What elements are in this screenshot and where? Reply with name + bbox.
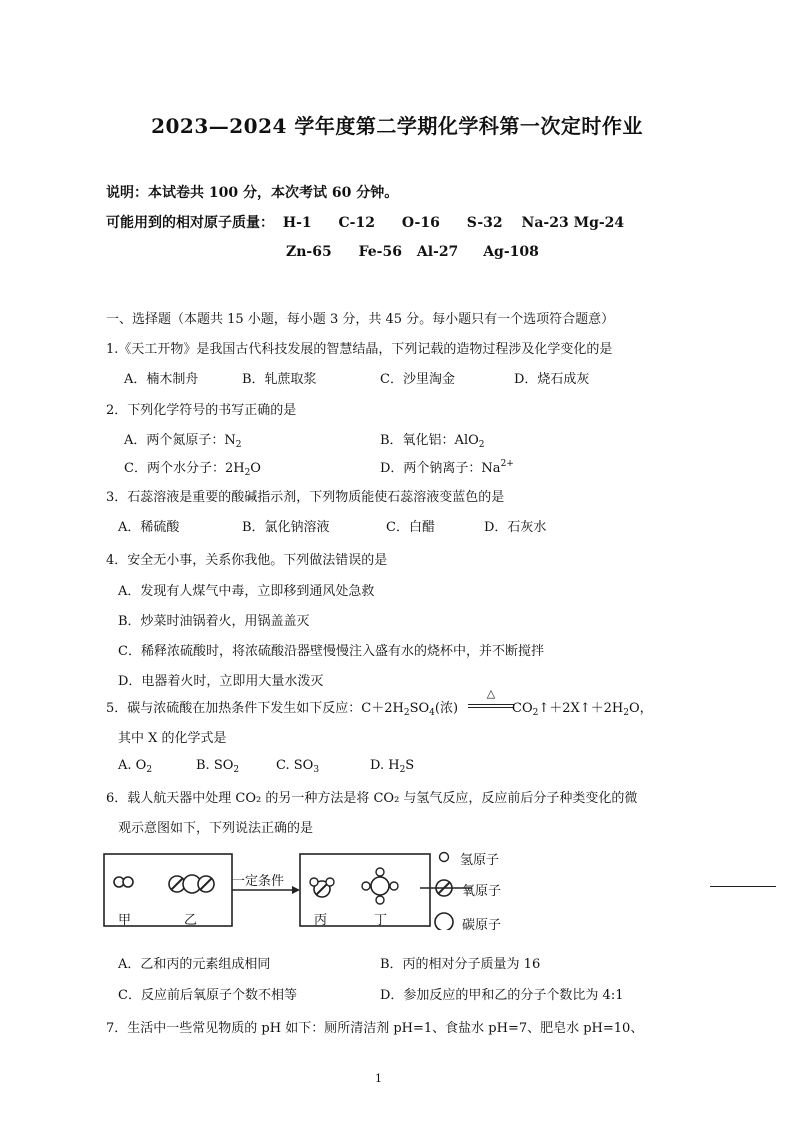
q2-option-b: B．氧化铝：AlO$_2$	[380, 433, 485, 450]
mass-zn: Zn-65	[286, 244, 332, 260]
arrow-condition-label: 一定条件	[232, 874, 285, 889]
arrow-head	[292, 886, 300, 894]
question-3-stem: 3．石蕊溶液是重要的酸碱指示剂，下列物质能使石蕊溶液变蓝色的是	[106, 490, 505, 505]
q1-option-c: C．沙里淘金	[380, 372, 455, 387]
q5-option-d: D. $H_2S$	[370, 758, 415, 775]
question-6-line-2: 观示意图如下，下列说法正确的是	[118, 821, 314, 836]
carbon-atom-icon	[435, 913, 453, 930]
label-bing: 丙	[314, 913, 328, 928]
q2-option-c: C．两个水分子：$2H_2O$	[124, 461, 261, 478]
q1-option-a: A．楠木制舟	[124, 372, 199, 387]
question-7-stem: 7．生活中一些常见物质的 pH 如下：厕所清洁剂 pH=1、食盐水 pH=7、肥皂水 pH=10、	[106, 1021, 644, 1036]
reaction-equals-sign	[468, 704, 514, 708]
mass-na-mg: Na-23 Mg-24	[521, 215, 625, 231]
q5-option-b: B. $SO_2$	[196, 758, 240, 775]
page-number: 1	[375, 1072, 382, 1085]
label-ding: 丁	[374, 913, 388, 928]
q6-option-c: C．反应前后氧原子个数不相等	[118, 988, 297, 1003]
q4-option-b: B．炒菜时油锅着火，用锅盖盖灭	[118, 614, 310, 629]
atomic-mass-row-2	[286, 244, 539, 260]
question-5-stem: 5．碳与浓硫酸在加热条件下发生如下反应：$C+2H_2SO_4$(浓)	[106, 701, 459, 718]
q4-option-d: D．电器着火时，立即用大量水泼灭	[118, 674, 324, 689]
q6-option-a: A．乙和丙的元素组成相同	[118, 957, 271, 972]
q3-option-c: C．白醋	[386, 520, 435, 535]
mass-fe: Fe-56	[358, 244, 402, 260]
question-2-stem: 2．下列化学符号的书写正确的是	[106, 403, 297, 418]
q3-option-d: D．石灰水	[484, 520, 547, 535]
legend-carbon: 碳原子	[462, 918, 502, 933]
mass-c: C-12	[338, 215, 375, 231]
label-yi: 乙	[184, 913, 198, 928]
h2o-molecule	[310, 878, 334, 897]
atomic-mass-label: 可能用到的相对原子质量：	[106, 215, 274, 231]
q5-option-a: A. $O_2$	[118, 758, 153, 775]
question-5-line-2: 其中 X 的化学式是	[118, 731, 227, 746]
reaction-condition: △	[486, 687, 496, 700]
q2-option-a: A．两个氮原子：$N_2$	[124, 433, 242, 450]
margin-line	[710, 886, 776, 887]
molecular-reaction-diagram	[100, 842, 520, 930]
exam-note: 说明：本试卷共 100 分，本次考试 60 分钟。	[106, 185, 399, 201]
co2-molecule	[169, 875, 214, 893]
label-jia: 甲	[118, 913, 132, 928]
mass-ag: Ag-108	[483, 244, 539, 260]
question-6-line-1: 6．载人航天器中处理 CO₂ 的另一种方法是将 CO₂ 与氢气反应，反应前后分子种类变化的微	[106, 791, 638, 806]
q2-option-d: D．两个钠离子：$Na^{2+}$	[380, 459, 514, 476]
q6-option-d: D．参加反应的甲和乙的分子个数比为 4:1	[380, 988, 624, 1003]
mass-al: Al-27	[416, 244, 459, 260]
section-heading: 一、选择题（本题共 15 小题，每小题 3 分，共 45 分。每小题只有一个选项符合题意）	[106, 312, 615, 327]
hydrogen-atom-icon	[440, 853, 449, 862]
h2-molecule	[114, 877, 133, 887]
question-4-stem: 4．安全无小事，关系你我他。下列做法错误的是	[106, 553, 388, 568]
legend-oxygen: 氧原子	[462, 884, 502, 899]
ch4-molecule	[362, 868, 398, 904]
mass-s: S-32	[466, 215, 503, 231]
mass-h: H-1	[282, 215, 312, 231]
question-5-products: $CO_2↑+2X↑+2H_2O$，	[512, 701, 653, 718]
q3-option-a: A．稀硫酸	[118, 520, 180, 535]
mass-o: O-16	[401, 215, 440, 231]
legend-hydrogen: 氢原子	[460, 853, 500, 868]
question-1-stem: 1.《天工开物》是我国古代科技发展的智慧结晶，下列记载的造物过程涉及化学变化的是	[106, 342, 613, 357]
page-title: 2023—2024 学年度第二学期化学科第一次定时作业	[151, 114, 643, 138]
q4-option-a: A．发现有人煤气中毒，立即移到通风处急救	[118, 584, 375, 599]
q5-option-c: C. $SO_3$	[276, 758, 320, 775]
q6-option-b: B．丙的相对分子质量为 16	[380, 957, 541, 972]
atomic-mass-row-1	[106, 212, 624, 232]
q4-option-c: C．稀释浓硫酸时，将浓硫酸沿器壁慢慢注入盛有水的烧杯中，并不断搅拌	[118, 644, 544, 659]
q3-option-b: B．氯化钠溶液	[242, 520, 330, 535]
q1-option-d: D．烧石成灰	[514, 372, 590, 387]
q1-option-b: B．轧蔗取浆	[242, 372, 317, 387]
